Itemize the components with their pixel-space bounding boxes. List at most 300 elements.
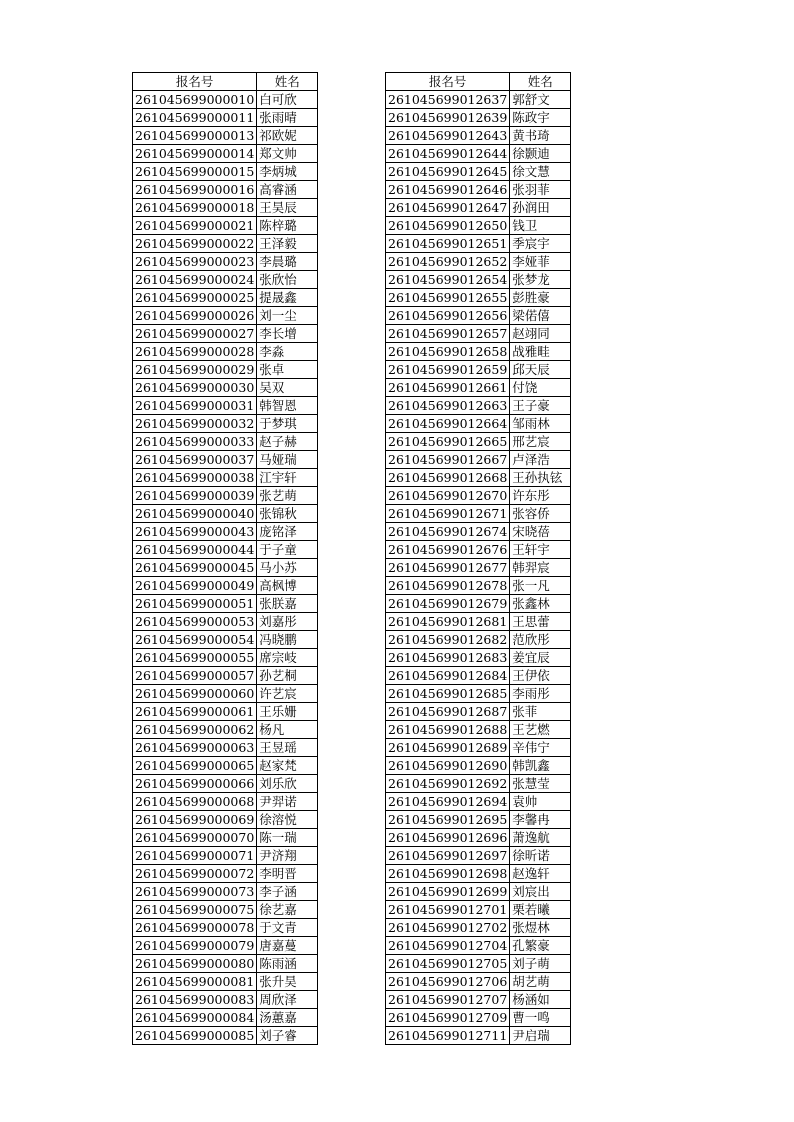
registration-number: 261045699000016: [133, 181, 257, 199]
registration-number: 261045699012647: [386, 199, 510, 217]
table-row: [133, 109, 318, 127]
registration-number: 261045699012674: [386, 523, 510, 541]
student-name: 范欣彤: [510, 631, 571, 649]
table-row: [386, 109, 571, 127]
registration-number: 261045699000060: [133, 685, 257, 703]
table-row: [386, 775, 571, 793]
table-row: [133, 613, 318, 631]
registration-number: 261045699000025: [133, 289, 257, 307]
registration-number: 261045699012709: [386, 1009, 510, 1027]
student-name: 张朕嘉: [257, 595, 318, 613]
student-name: 周欣泽: [257, 991, 318, 1009]
student-name: 韩羿宸: [510, 559, 571, 577]
registration-number: 261045699012658: [386, 343, 510, 361]
student-name: 孔繁豪: [510, 937, 571, 955]
table-row: [133, 973, 318, 991]
student-name: 尹启瑞: [510, 1027, 571, 1045]
student-name: 梁偌僖: [510, 307, 571, 325]
student-name: 邱天辰: [510, 361, 571, 379]
registration-number: 261045699012689: [386, 739, 510, 757]
student-name: 唐嘉蔓: [257, 937, 318, 955]
table-row: [386, 829, 571, 847]
registration-number: 261045699012678: [386, 577, 510, 595]
student-name: 徐溶悦: [257, 811, 318, 829]
table-row: [133, 667, 318, 685]
registration-number: 261045699000032: [133, 415, 257, 433]
registration-number: 261045699000028: [133, 343, 257, 361]
student-name: 高睿涵: [257, 181, 318, 199]
student-name: 祁欧妮: [257, 127, 318, 145]
student-name: 李炳城: [257, 163, 318, 181]
roster-table-left: [132, 72, 318, 1045]
registration-number: 261045699000049: [133, 577, 257, 595]
registration-number: 261045699000062: [133, 721, 257, 739]
student-name: 张鑫林: [510, 595, 571, 613]
table-row: [386, 937, 571, 955]
student-name: 宋晓蓓: [510, 523, 571, 541]
table-row: [386, 343, 571, 361]
table-row: [133, 127, 318, 145]
student-name: 刘子睿: [257, 1027, 318, 1045]
student-name: 吴双: [257, 379, 318, 397]
registration-number: 261045699000045: [133, 559, 257, 577]
registration-number: 261045699000013: [133, 127, 257, 145]
student-name: 王孙执铉: [510, 469, 571, 487]
student-name: 王轩宇: [510, 541, 571, 559]
table-row: [386, 649, 571, 667]
student-name: 李淼: [257, 343, 318, 361]
registration-number: 261045699012659: [386, 361, 510, 379]
student-name: 江宇轩: [257, 469, 318, 487]
registration-number: 261045699012682: [386, 631, 510, 649]
table-row: [133, 829, 318, 847]
table-row: [133, 307, 318, 325]
student-name: 赵逸轩: [510, 865, 571, 883]
table-row: [133, 721, 318, 739]
registration-number: 261045699012692: [386, 775, 510, 793]
student-name: 刘一尘: [257, 307, 318, 325]
table-row: [133, 271, 318, 289]
table-row: [386, 1027, 571, 1045]
registration-number: 261045699000073: [133, 883, 257, 901]
student-name: 付饶: [510, 379, 571, 397]
student-name: 张容侨: [510, 505, 571, 523]
student-name: 王昊辰: [257, 199, 318, 217]
student-name: 李子涵: [257, 883, 318, 901]
table-row: [133, 541, 318, 559]
registration-number: 261045699000068: [133, 793, 257, 811]
table-row: [386, 721, 571, 739]
table-row: [386, 253, 571, 271]
student-name: 辛伟宁: [510, 739, 571, 757]
table-row: [386, 433, 571, 451]
registration-number: 261045699012679: [386, 595, 510, 613]
registration-number: 261045699000033: [133, 433, 257, 451]
registration-number: 261045699012657: [386, 325, 510, 343]
student-name: 陈政宇: [510, 109, 571, 127]
table-row: [133, 649, 318, 667]
registration-number: 261045699000055: [133, 649, 257, 667]
student-name: 陈一瑞: [257, 829, 318, 847]
student-name: 于子童: [257, 541, 318, 559]
student-name: 赵翊同: [510, 325, 571, 343]
registration-number: 261045699000081: [133, 973, 257, 991]
table-row: [133, 919, 318, 937]
student-name: 王乐姗: [257, 703, 318, 721]
table-row: [133, 901, 318, 919]
registration-number: 261045699000026: [133, 307, 257, 325]
registration-number: 261045699012665: [386, 433, 510, 451]
table-row: [386, 901, 571, 919]
header-name: 姓名: [257, 73, 318, 91]
student-name: 韩智恩: [257, 397, 318, 415]
registration-number: 261045699012705: [386, 955, 510, 973]
student-name: 徐颢迪: [510, 145, 571, 163]
table-row: [133, 703, 318, 721]
student-name: 郑文帅: [257, 145, 318, 163]
student-name: 胡艺萌: [510, 973, 571, 991]
table-row: [386, 865, 571, 883]
table-row: [133, 253, 318, 271]
student-name: 李雨彤: [510, 685, 571, 703]
header-row: [386, 73, 571, 91]
student-name: 邢艺宸: [510, 433, 571, 451]
table-row: [386, 415, 571, 433]
registration-number: 261045699000070: [133, 829, 257, 847]
roster-body-right: [386, 91, 571, 1045]
table-row: [386, 145, 571, 163]
registration-number: 261045699012684: [386, 667, 510, 685]
roster-table-right: [385, 72, 571, 1045]
registration-number: 261045699012668: [386, 469, 510, 487]
table-row: [386, 631, 571, 649]
student-name: 栗若曦: [510, 901, 571, 919]
student-name: 许艺宸: [257, 685, 318, 703]
student-name: 张升昊: [257, 973, 318, 991]
header-id: 报名号: [133, 73, 257, 91]
header-row: [133, 73, 318, 91]
table-row: [386, 973, 571, 991]
student-name: 李明晋: [257, 865, 318, 883]
student-name: 王伊依: [510, 667, 571, 685]
registration-number: 261045699012644: [386, 145, 510, 163]
registration-number: 261045699000051: [133, 595, 257, 613]
registration-number: 261045699012695: [386, 811, 510, 829]
registration-number: 261045699000083: [133, 991, 257, 1009]
table-row: [133, 559, 318, 577]
student-name: 黄书琦: [510, 127, 571, 145]
registration-number: 261045699000054: [133, 631, 257, 649]
registration-number: 261045699012645: [386, 163, 510, 181]
student-name: 张羽菲: [510, 181, 571, 199]
student-name: 王子豪: [510, 397, 571, 415]
table-row: [133, 685, 318, 703]
student-name: 刘宸出: [510, 883, 571, 901]
table-row: [133, 865, 318, 883]
student-name: 席宗岐: [257, 649, 318, 667]
registration-number: 261045699012655: [386, 289, 510, 307]
table-row: [133, 775, 318, 793]
student-name: 战雅畦: [510, 343, 571, 361]
table-row: [386, 595, 571, 613]
registration-number: 261045699000075: [133, 901, 257, 919]
student-name: 孙艺桐: [257, 667, 318, 685]
registration-number: 261045699000037: [133, 451, 257, 469]
table-row: [386, 685, 571, 703]
table-row: [386, 199, 571, 217]
registration-number: 261045699000022: [133, 235, 257, 253]
registration-number: 261045699000018: [133, 199, 257, 217]
table-row: [133, 883, 318, 901]
table-row: [133, 487, 318, 505]
registration-number: 261045699000010: [133, 91, 257, 109]
student-name: 姜宜辰: [510, 649, 571, 667]
student-name: 马小苏: [257, 559, 318, 577]
table-row: [133, 937, 318, 955]
registration-number: 261045699000029: [133, 361, 257, 379]
student-name: 韩凯鑫: [510, 757, 571, 775]
registration-number: 261045699000063: [133, 739, 257, 757]
registration-number: 261045699000053: [133, 613, 257, 631]
registration-number: 261045699000040: [133, 505, 257, 523]
registration-number: 261045699012707: [386, 991, 510, 1009]
registration-number: 261045699000080: [133, 955, 257, 973]
registration-number: 261045699000061: [133, 703, 257, 721]
registration-number: 261045699012702: [386, 919, 510, 937]
student-name: 白可欣: [257, 91, 318, 109]
registration-number: 261045699012696: [386, 829, 510, 847]
table-row: [133, 217, 318, 235]
student-name: 杨凡: [257, 721, 318, 739]
table-row: [133, 739, 318, 757]
registration-number: 261045699000044: [133, 541, 257, 559]
student-name: 于梦琪: [257, 415, 318, 433]
student-name: 张煜林: [510, 919, 571, 937]
student-name: 张慧莹: [510, 775, 571, 793]
student-name: 萧逸航: [510, 829, 571, 847]
table-row: [133, 181, 318, 199]
table-row: [133, 163, 318, 181]
student-name: 张锦秋: [257, 505, 318, 523]
table-row: [386, 289, 571, 307]
registration-number: 261045699000023: [133, 253, 257, 271]
table-row: [386, 919, 571, 937]
registration-number: 261045699012688: [386, 721, 510, 739]
table-row: [133, 361, 318, 379]
student-name: 张欣怡: [257, 271, 318, 289]
table-row: [386, 811, 571, 829]
table-row: [133, 451, 318, 469]
student-name: 许东彤: [510, 487, 571, 505]
table-row: [133, 433, 318, 451]
table-row: [386, 1009, 571, 1027]
table-row: [386, 325, 571, 343]
table-row: [386, 523, 571, 541]
registration-number: 261045699000084: [133, 1009, 257, 1027]
student-name: 卢泽浩: [510, 451, 571, 469]
table-row: [386, 271, 571, 289]
registration-number: 261045699000031: [133, 397, 257, 415]
student-name: 王思蕾: [510, 613, 571, 631]
student-name: 张雨晴: [257, 109, 318, 127]
header-name: 姓名: [510, 73, 571, 91]
table-row: [386, 127, 571, 145]
student-name: 张一凡: [510, 577, 571, 595]
registration-number: 261045699012677: [386, 559, 510, 577]
student-name: 季宸宇: [510, 235, 571, 253]
table-row: [386, 739, 571, 757]
registration-number: 261045699000043: [133, 523, 257, 541]
student-name: 于文青: [257, 919, 318, 937]
student-name: 张艺萌: [257, 487, 318, 505]
table-row: [133, 379, 318, 397]
student-name: 张菲: [510, 703, 571, 721]
student-name: 邹雨林: [510, 415, 571, 433]
table-row: [386, 181, 571, 199]
student-name: 提晟鑫: [257, 289, 318, 307]
table-row: [133, 91, 318, 109]
student-name: 赵家梵: [257, 757, 318, 775]
registration-number: 261045699012651: [386, 235, 510, 253]
registration-number: 261045699012694: [386, 793, 510, 811]
table-row: [386, 577, 571, 595]
student-name: 徐昕诺: [510, 847, 571, 865]
table-row: [386, 955, 571, 973]
table-row: [133, 199, 318, 217]
registration-number: 261045699012654: [386, 271, 510, 289]
registration-number: 261045699000039: [133, 487, 257, 505]
registration-number: 261045699012706: [386, 973, 510, 991]
registration-number: 261045699012646: [386, 181, 510, 199]
registration-number: 261045699000069: [133, 811, 257, 829]
registration-number: 261045699000021: [133, 217, 257, 235]
student-name: 王艺燃: [510, 721, 571, 739]
registration-number: 261045699012670: [386, 487, 510, 505]
table-row: [133, 343, 318, 361]
registration-number: 261045699000038: [133, 469, 257, 487]
table-row: [133, 757, 318, 775]
registration-number: 261045699012683: [386, 649, 510, 667]
table-row: [386, 613, 571, 631]
registration-number: 261045699012663: [386, 397, 510, 415]
table-row: [386, 757, 571, 775]
table-row: [133, 595, 318, 613]
registration-number: 261045699012681: [386, 613, 510, 631]
registration-number: 261045699012676: [386, 541, 510, 559]
registration-number: 261045699012667: [386, 451, 510, 469]
registration-number: 261045699012704: [386, 937, 510, 955]
registration-number: 261045699000078: [133, 919, 257, 937]
registration-number: 261045699000014: [133, 145, 257, 163]
table-row: [386, 559, 571, 577]
registration-number: 261045699012671: [386, 505, 510, 523]
student-name: 王泽毅: [257, 235, 318, 253]
table-row: [386, 541, 571, 559]
registration-number: 261045699012697: [386, 847, 510, 865]
table-row: [386, 397, 571, 415]
student-name: 李娅菲: [510, 253, 571, 271]
student-name: 赵子赫: [257, 433, 318, 451]
table-row: [133, 325, 318, 343]
table-row: [133, 523, 318, 541]
table-row: [386, 487, 571, 505]
table-row: [386, 703, 571, 721]
registration-number: 261045699012643: [386, 127, 510, 145]
table-row: [386, 505, 571, 523]
table-row: [386, 361, 571, 379]
table-row: [133, 1009, 318, 1027]
student-name: 刘嘉彤: [257, 613, 318, 631]
registration-number: 261045699000066: [133, 775, 257, 793]
student-name: 高枫博: [257, 577, 318, 595]
table-row: [133, 397, 318, 415]
registration-number: 261045699012699: [386, 883, 510, 901]
registration-number: 261045699012650: [386, 217, 510, 235]
table-row: [386, 163, 571, 181]
roster-body-left: [133, 91, 318, 1045]
student-name: 彭胜豪: [510, 289, 571, 307]
registration-number: 261045699000030: [133, 379, 257, 397]
student-name: 李晨璐: [257, 253, 318, 271]
student-name: 陈梓璐: [257, 217, 318, 235]
header-id: 报名号: [386, 73, 510, 91]
registration-number: 261045699012701: [386, 901, 510, 919]
student-name: 王昱瑶: [257, 739, 318, 757]
table-row: [386, 793, 571, 811]
student-name: 张卓: [257, 361, 318, 379]
registration-number: 261045699000065: [133, 757, 257, 775]
student-name: 李馨冉: [510, 811, 571, 829]
student-name: 钱卫: [510, 217, 571, 235]
registration-number: 261045699012690: [386, 757, 510, 775]
registration-number: 261045699000027: [133, 325, 257, 343]
registration-number: 261045699012639: [386, 109, 510, 127]
table-row: [386, 235, 571, 253]
student-name: 冯晓鹏: [257, 631, 318, 649]
registration-number: 261045699000085: [133, 1027, 257, 1045]
table-row: [133, 145, 318, 163]
table-row: [386, 991, 571, 1009]
student-name: 孙润田: [510, 199, 571, 217]
student-name: 徐艺嘉: [257, 901, 318, 919]
table-row: [386, 217, 571, 235]
student-name: 刘乐欣: [257, 775, 318, 793]
registration-number: 261045699012698: [386, 865, 510, 883]
table-row: [133, 469, 318, 487]
student-name: 马娅瑞: [257, 451, 318, 469]
student-name: 袁帅: [510, 793, 571, 811]
table-row: [133, 991, 318, 1009]
table-row: [133, 631, 318, 649]
table-row: [133, 793, 318, 811]
registration-number: 261045699012661: [386, 379, 510, 397]
table-row: [133, 847, 318, 865]
student-name: 徐文慧: [510, 163, 571, 181]
student-name: 庞铭泽: [257, 523, 318, 541]
student-name: 刘子萌: [510, 955, 571, 973]
table-row: [386, 667, 571, 685]
registration-number: 261045699012656: [386, 307, 510, 325]
student-name: 郭舒文: [510, 91, 571, 109]
registration-number: 261045699000024: [133, 271, 257, 289]
table-row: [386, 847, 571, 865]
registration-number: 261045699012711: [386, 1027, 510, 1045]
registration-number: 261045699000015: [133, 163, 257, 181]
table-row: [133, 505, 318, 523]
table-row: [386, 379, 571, 397]
student-name: 曹一鸣: [510, 1009, 571, 1027]
table-row: [386, 307, 571, 325]
